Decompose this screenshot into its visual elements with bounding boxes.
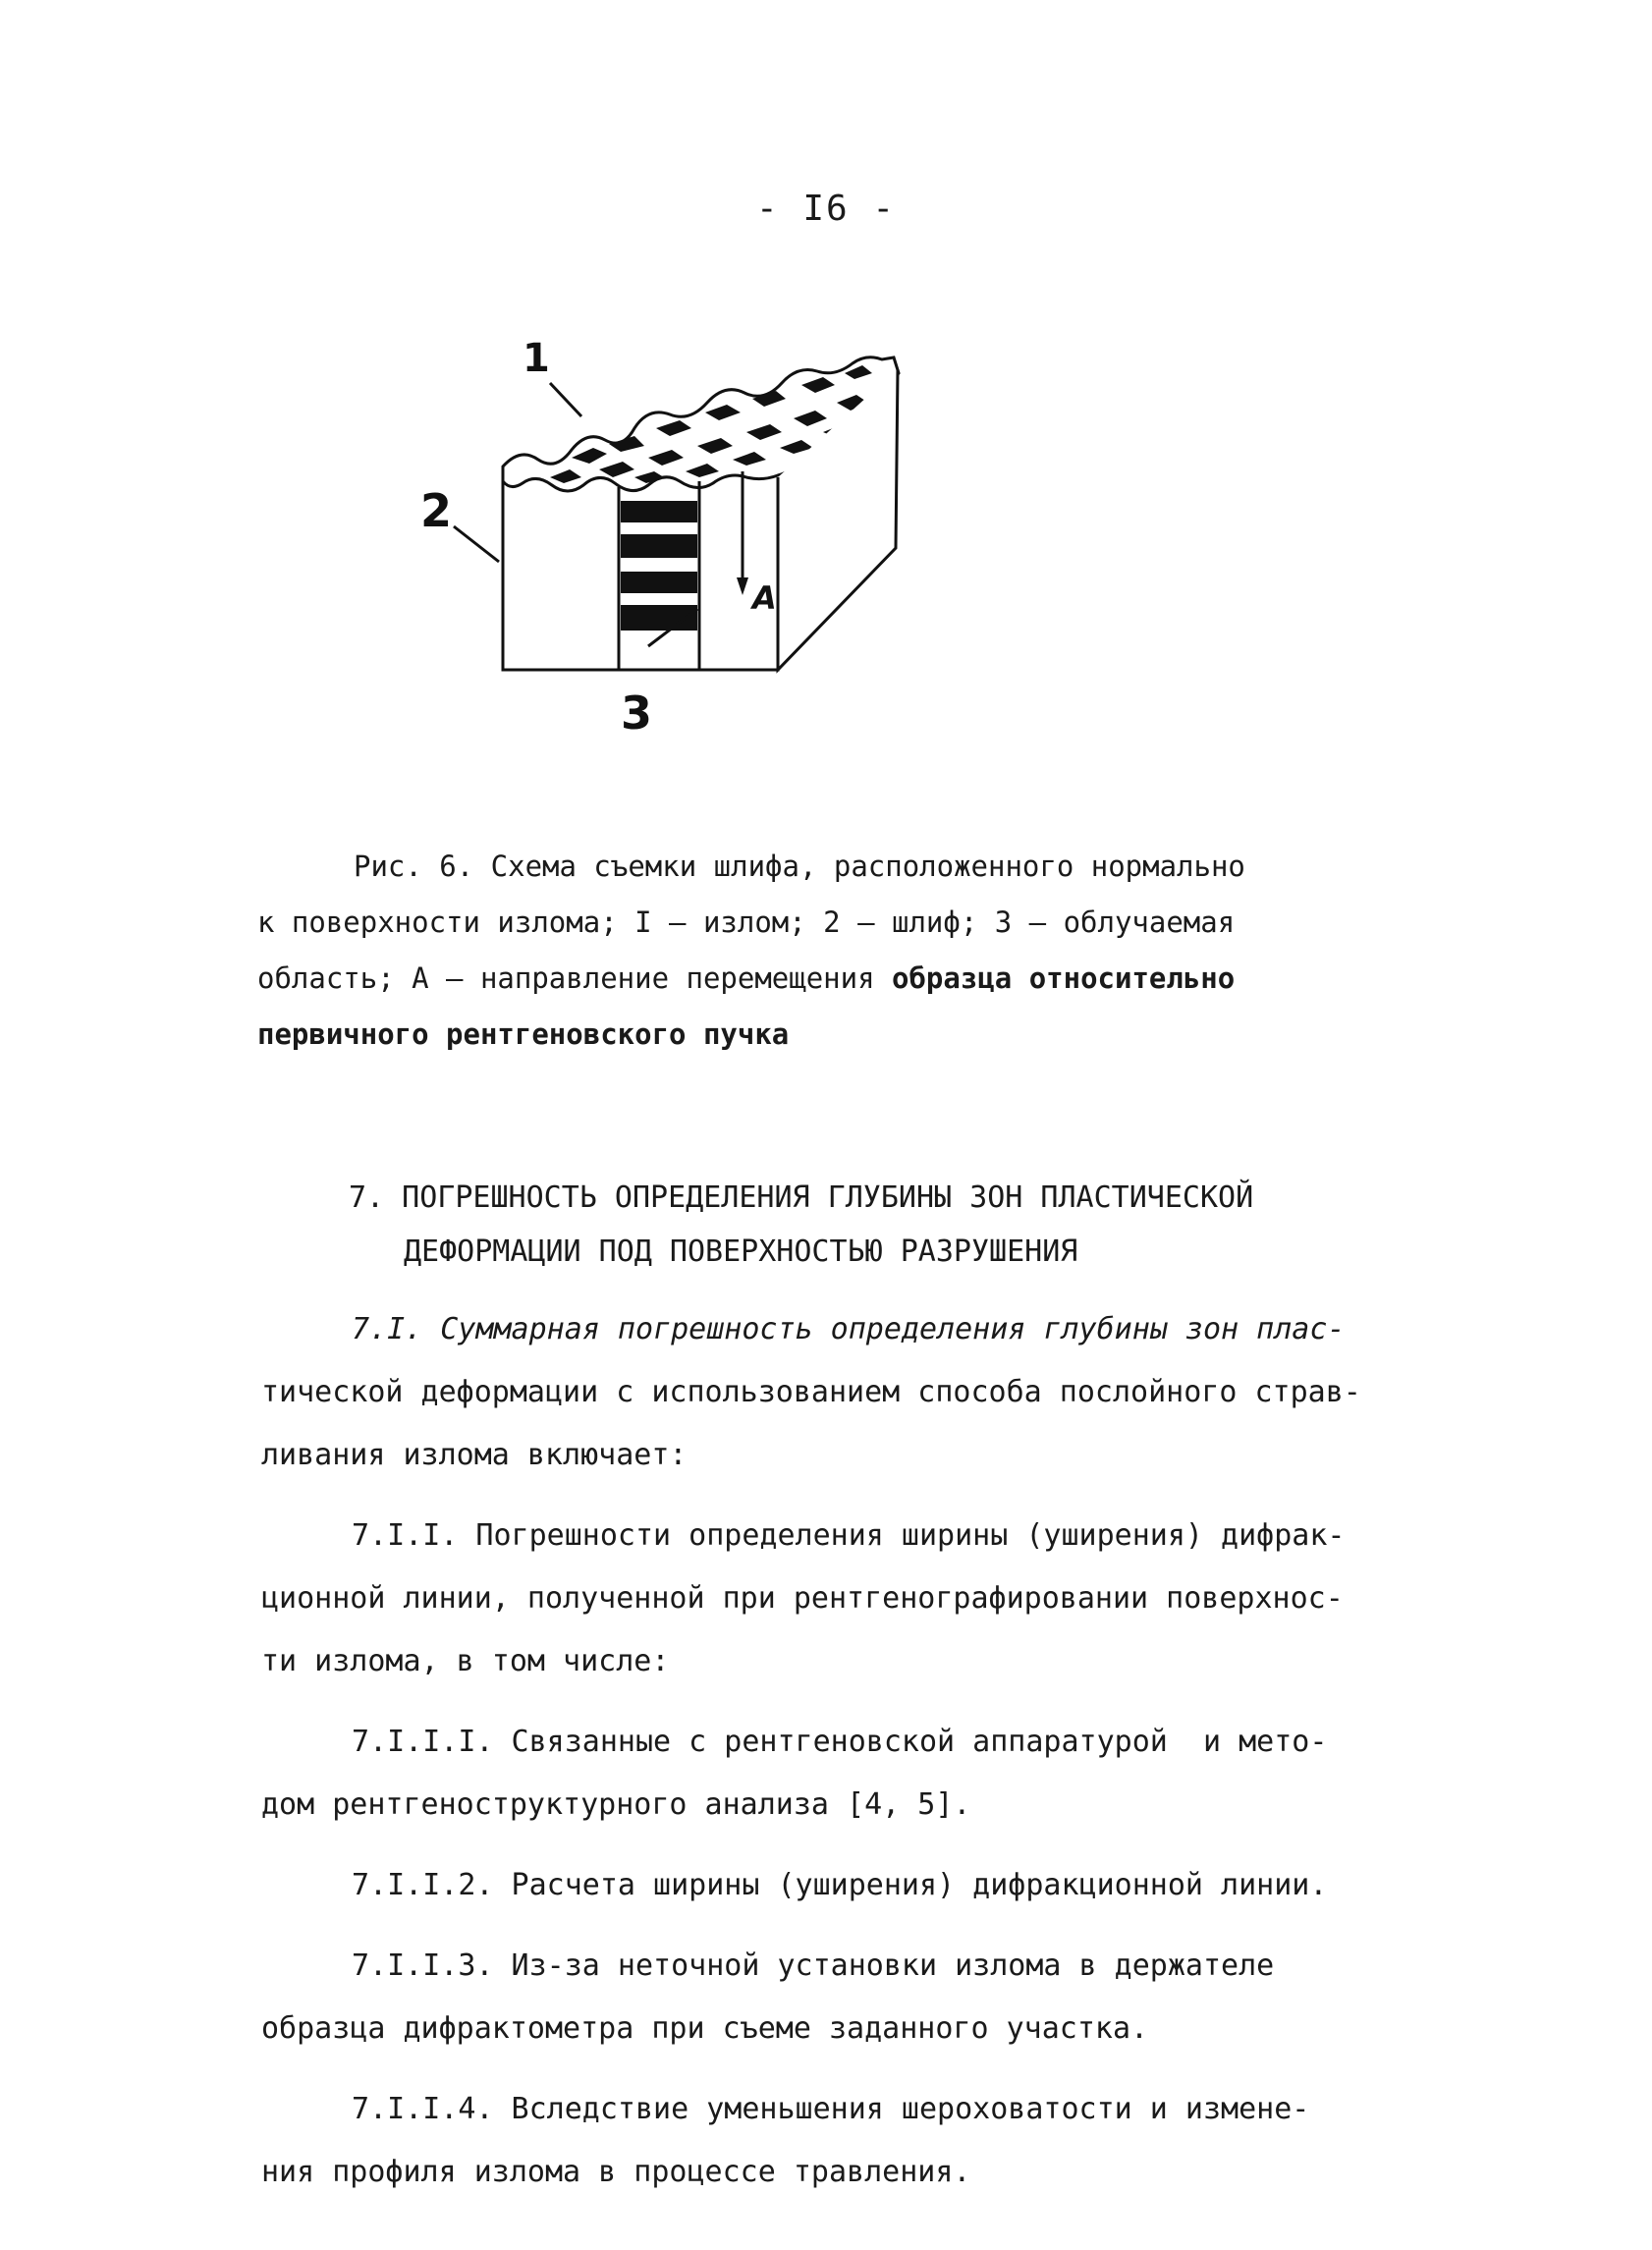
caption-line-3-regular: область; А – направление перемещения (257, 961, 875, 995)
section-heading-line-1: 7. ПОГРЕШНОСТЬ ОПРЕДЕЛЕНИЯ ГЛУБИНЫ ЗОН ПЛАСТИЧЕСКОЙ (349, 1180, 1254, 1215)
paragraph-7-1-line-3: ливания излома включает: (261, 1438, 688, 1472)
page-number: - I6 - (755, 189, 897, 229)
figure-specimen-scheme (413, 334, 1100, 756)
leader-line-1 (550, 383, 581, 416)
paragraph-7-1-1-line-2: ционной линии, полученной при рентгенографировании поверхнос- (261, 1581, 1344, 1616)
paragraph-7-1-1-4-line-1: 7.I.I.4. Вследствие уменьшения шероховатости и измене- (352, 2092, 1310, 2126)
irradiated-bands (621, 501, 697, 631)
caption-line-3 (257, 951, 1357, 1007)
paragraph-7-1-1-3 (261, 1935, 1391, 2060)
paragraph-7-1-1 (261, 1505, 1391, 1693)
caption-line-3-bold: образца относительно (892, 961, 1236, 995)
paragraph-7-1-1-3-line-1: 7.I.I.3. Из-за неточной установки излома в держателе (352, 1948, 1275, 1983)
section-body (261, 1298, 1391, 2222)
label-fracture: 1 (523, 336, 550, 381)
label-direction: A (752, 579, 777, 617)
paragraph-7-1 (261, 1298, 1391, 1487)
paragraph-7-1-1-4 (261, 2078, 1391, 2204)
label-section: 2 (420, 484, 453, 537)
caption-line-2: к поверхности излома; I – излом; 2 – шлиф; 3 – облучаемая (257, 905, 1236, 939)
paragraph-7-1-1-3-line-2: образца дифрактометра при съеме заданного участка. (261, 2011, 1149, 2046)
specimen-block-diagram (413, 334, 1100, 756)
section-heading-line-2: ДЕФОРМАЦИИ ПОД ПОВЕРХНОСТЬЮ РАЗРУШЕНИЯ (404, 1235, 1078, 1269)
paragraph-7-1-1-line-3: ти излома, в том числе: (261, 1644, 670, 1678)
paragraph-7-1-1-1-line-1: 7.I.I.I. Связанные с рентгеновской аппаратурой и мето- (352, 1725, 1328, 1759)
caption-line-1: Рис. 6. Схема съемки шлифа, расположенного нормально (354, 850, 1245, 883)
paragraph-7-1-1-line-1: 7.I.I. Погрешности определения ширины (уширения) дифрак- (352, 1518, 1346, 1553)
section-heading (349, 1171, 1331, 1279)
leader-line-2 (454, 526, 499, 562)
paragraph-7-1-1-1-line-2: дом рентгеноструктурного анализа [4, 5]. (261, 1787, 971, 1822)
figure-caption (257, 839, 1357, 1063)
paragraph-7-1-1-1 (261, 1711, 1391, 1837)
paragraph-7-1-1-4-line-2: ния профиля излома в процессе травления. (261, 2155, 971, 2189)
paragraph-7-1-1-2 (261, 1854, 1391, 1917)
caption-line-4: первичного рентгеновского пучка (257, 1017, 790, 1051)
paragraph-7-1-line-1: 7.I. Суммарная погрешность определения глубины зон плас- (352, 1312, 1346, 1346)
direction-arrow-head (737, 577, 748, 595)
paragraph-7-1-line-2: тической деформации с использованием способа послойного страв- (261, 1375, 1361, 1409)
label-irradiated-area: 3 (621, 686, 653, 740)
paragraph-7-1-1-2-line-1: 7.I.I.2. Расчета ширины (уширения) дифракционной линии. (352, 1868, 1328, 1902)
